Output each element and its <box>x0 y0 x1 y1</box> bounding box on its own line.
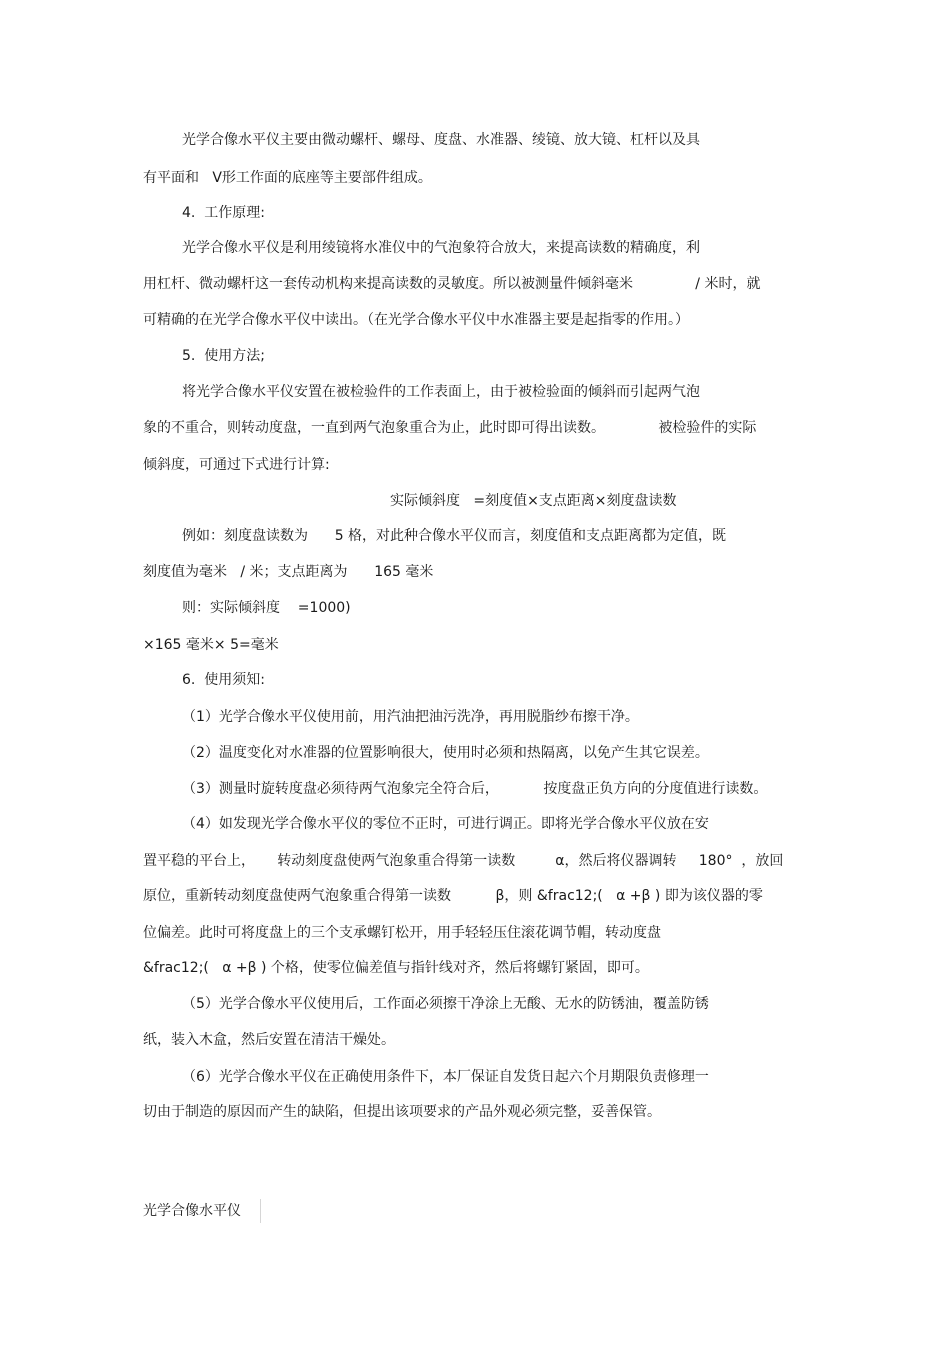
paragraph-line: 象的不重合，则转动度盘，一直到两气泡象重合为止，此时即可得出读数。 被检验件的实际 <box>143 420 757 436</box>
paragraph-line: 切由于制造的原因而产生的缺陷，但提出该项要求的产品外观必须完整，妥善保管。 <box>143 1104 661 1120</box>
list-item: （1）光学合像水平仪使用前，用汽油把油污洗净，再用脱脂纱布擦干净。 <box>182 709 639 725</box>
section-heading: 6. 使用须知: <box>182 672 265 688</box>
paragraph-line: 刻度值为毫米 / 米；支点距离为 165 毫米 <box>143 564 434 580</box>
paragraph-line: 倾斜度，可通过下式进行计算: <box>143 457 330 473</box>
section-heading: 4. 工作原理: <box>182 205 265 221</box>
paragraph-line: 纸，装入木盒，然后安置在清洁干燥处。 <box>143 1032 395 1048</box>
paragraph-line: 原位，重新转动刻度盘使两气泡象重合得第一读数 β，则 &frac12;( α +β ) 即为该仪器的零 <box>143 888 763 904</box>
paragraph-line: 则：实际倾斜度 =1000) <box>182 600 351 616</box>
list-item: （5）光学合像水平仪使用后，工作面必须擦干净涂上无酸、无水的防锈油，覆盖防锈 <box>182 996 709 1012</box>
paragraph-line: 光学合像水平仪是利用绫镜将水准仪中的气泡象符合放大，来提高读数的精确度，利 <box>182 240 700 256</box>
paragraph-line: 位偏差。此时可将度盘上的三个支承螺钉松开，用手轻轻压住滚花调节帽，转动度盘 <box>143 925 661 941</box>
paragraph-line: 例如：刻度盘读数为 5 格，对此种合像水平仪而言，刻度值和支点距离都为定值，既 <box>182 528 727 544</box>
list-item: （2）温度变化对水准器的位置影响很大，使用时必须和热隔离，以免产生其它误差。 <box>182 745 709 761</box>
list-item: （4）如发现光学合像水平仪的零位不正时，可进行调正。即将光学合像水平仪放在安 <box>182 816 709 832</box>
paragraph-line: 有平面和 V形工作面的底座等主要部件组成。 <box>143 170 432 186</box>
list-item: （6）光学合像水平仪在正确使用条件下，本厂保证自发货日起六个月期限负责修理一 <box>182 1069 709 1085</box>
list-item: （3）测量时旋转度盘必须待两气泡象完全符合后， 按度盘正负方向的分度值进行读数。 <box>182 781 768 797</box>
paragraph-line: 光学合像水平仪主要由微动螺杆、螺母、度盘、水准器、绫镜、放大镜、杠杆以及具 <box>182 132 700 148</box>
paragraph-line: 可精确的在光学合像水平仪中读出。（在光学合像水平仪中水准器主要是起指零的作用。） <box>143 312 689 328</box>
section-heading: 5. 使用方法; <box>182 348 265 364</box>
paragraph-line: 将光学合像水平仪安置在被检验件的工作表面上，由于被检验面的倾斜而引起两气泡 <box>182 384 700 400</box>
footer-label: 光学合像水平仪 <box>143 1203 241 1219</box>
paragraph-line: ×165 毫米× 5=毫米 <box>143 637 279 653</box>
paragraph-line: &frac12;( α +β ) 个格，使零位偏差值与指针线对齐，然后将螺钉紧固，即可。 <box>143 960 649 976</box>
formula-line: 实际倾斜度 =刻度值×支点距离×刻度盘读数 <box>390 493 677 509</box>
paragraph-line: 用杠杆、微动螺杆这一套传动机构来提高读数的灵敏度。所以被测量件倾斜毫米 / 米时，就 <box>143 276 761 292</box>
footer-label-box <box>143 1199 261 1223</box>
paragraph-line: 置平稳的平台上， 转动刻度盘使两气泡象重合得第一读数 α，然后将仪器调转 180° ，放回 <box>143 853 784 869</box>
